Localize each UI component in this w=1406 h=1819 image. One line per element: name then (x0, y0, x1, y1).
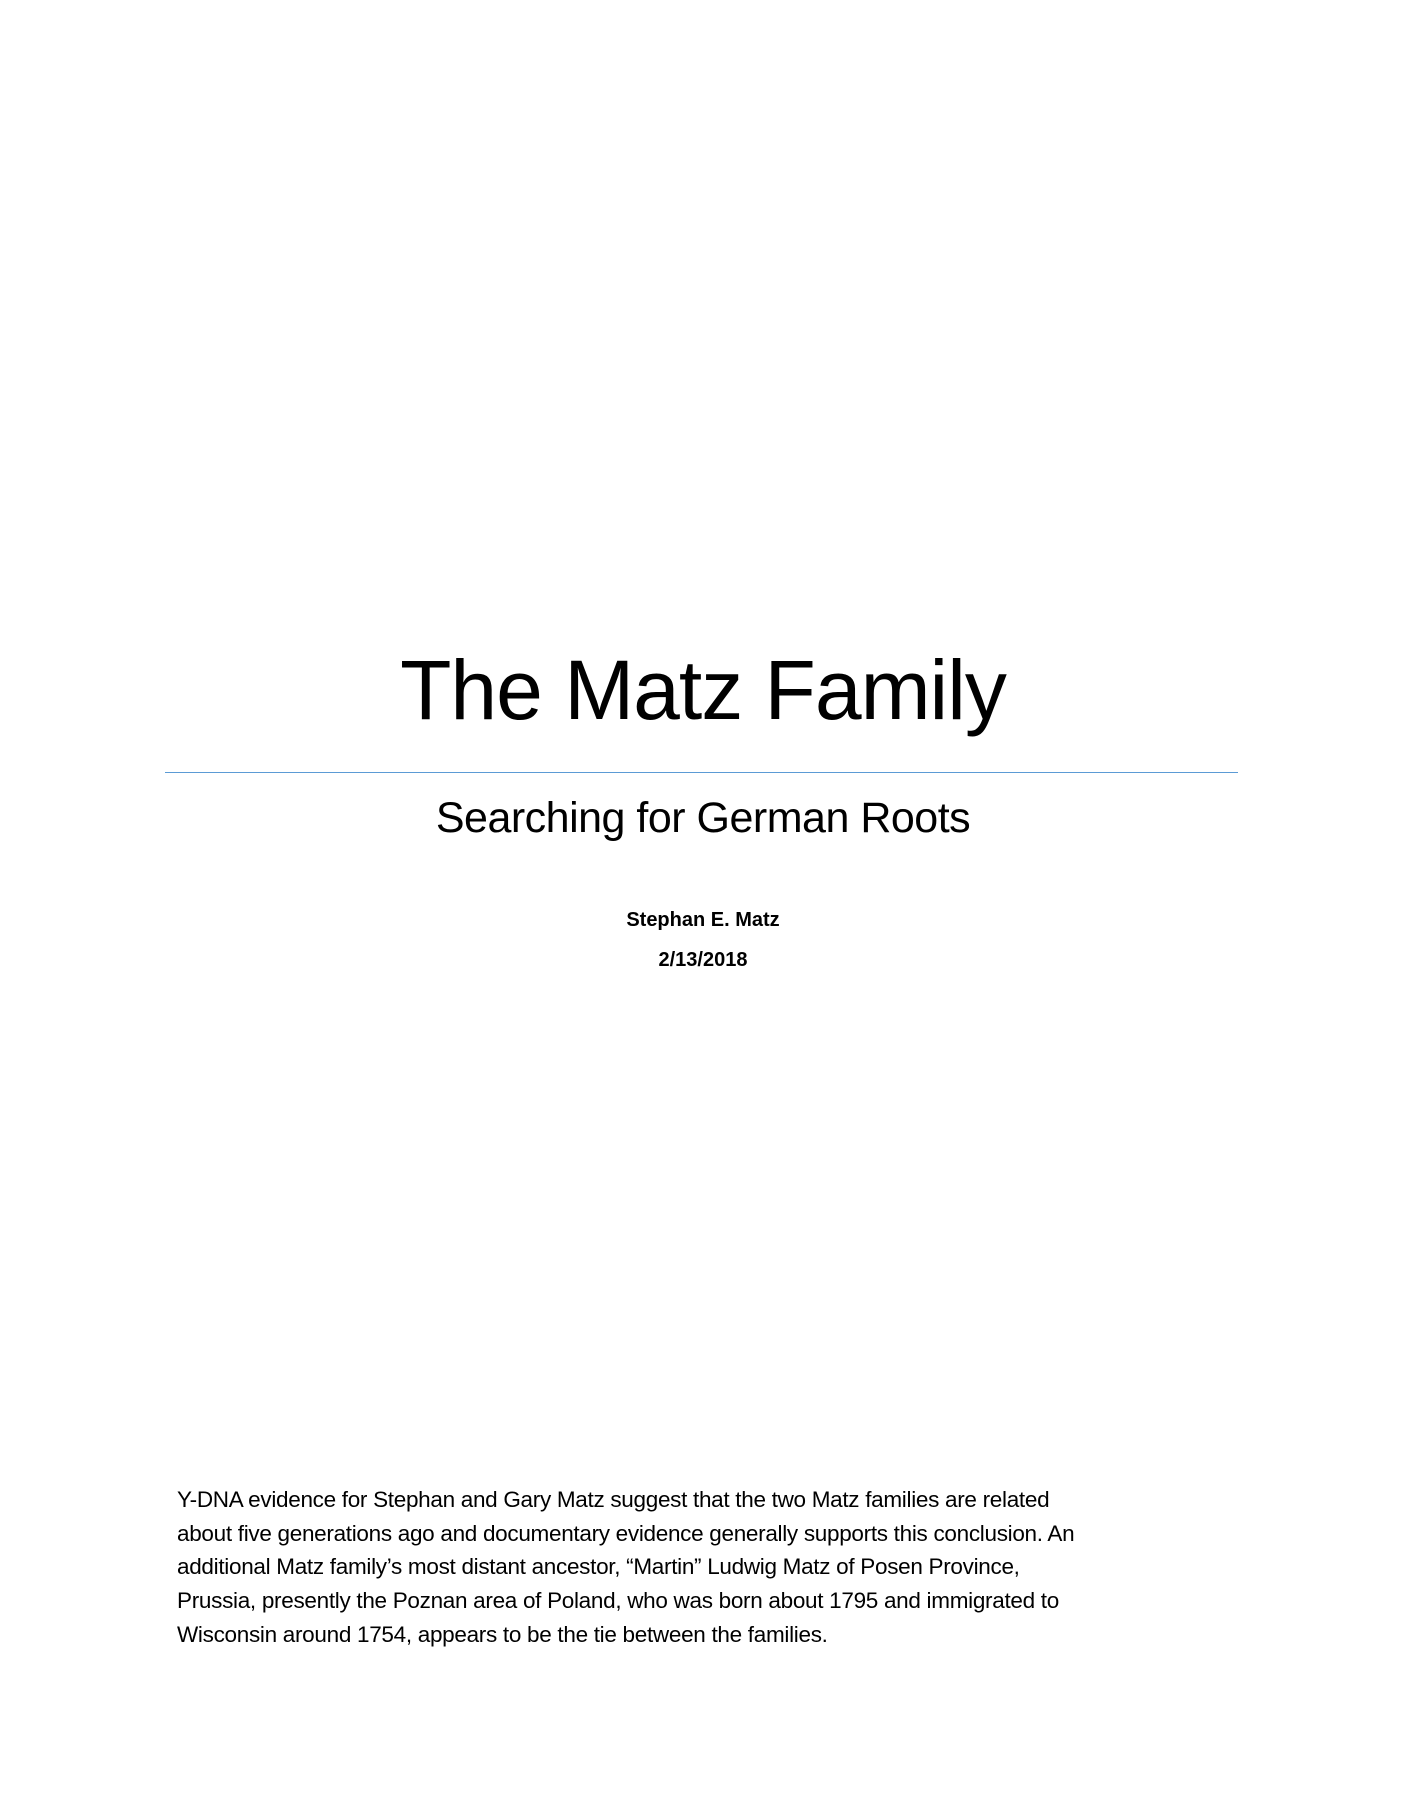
document-title: The Matz Family (400, 643, 1006, 737)
abstract-line: Y-DNA evidence for Stephan and Gary Matz suggest that the two Matz families are related (177, 1487, 1050, 1512)
abstract-line: Wisconsin around 1754, appears to be the tie between the families. (177, 1621, 828, 1647)
abstract-line: additional Matz family’s most distant ancestor, “Martin” Ludwig Matz of Posen Province, (177, 1554, 1020, 1580)
document-subtitle: Searching for German Roots (435, 794, 971, 842)
author-name: Stephan E. Matz (626, 909, 780, 931)
abstract-line: Prussia, presently the Poznan area of Poland, who was born about 1795 and immigrated to (177, 1588, 1059, 1614)
title-divider (165, 772, 1238, 773)
abstract-line: about five generations ago and documentary evidence generally supports this conclusion. An (177, 1520, 1075, 1546)
abstract-paragraph (177, 1483, 1074, 1652)
document-date: 2/13/2018 (658, 949, 748, 971)
